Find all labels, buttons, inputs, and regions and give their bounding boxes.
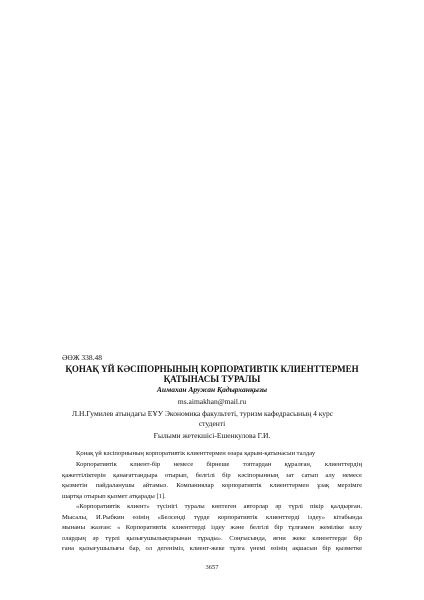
paragraph-line: ғана қызығушылығы бар, ол дегеніміз, клиент-жеке тұлға үнемі өзінің ақшасын бір қызметке [62,545,362,552]
page-number: 3657 [205,564,219,571]
paragraph-2 [62,460,362,502]
scientific-advisor: Ғылыми жетекшісі-Ешенкулова Г.И. [153,431,271,440]
paragraph-3 [62,502,362,555]
paragraph-line: мынаны жазған: « Корпоративтік клиенттерді іздеу және белгілі бір тұлғамен жеміліке келу [62,524,362,531]
affiliation-line-2: студенті [198,419,226,428]
author-email: ms.aimakhan@mail.ru [177,397,247,406]
paragraph-line: Корпоративтік клиент-бір немесе бірнеше топтардан құралған, клиенттердің [76,461,362,468]
paragraph-line: олардың әр түрлі қызығушылықтарынан тұрады». Соңғысында, яғни жеке клиенттерде бір [62,534,362,542]
paragraph-line: Қонақ үй кәсіпорнының корпоративтік клиенттермен өзара қарым-қатынасын талдау [76,450,316,457]
article-title-line-1: ҚОНАҚ ҮЙ КӘСІПОРНЫНЫҢ КОРПОРАТИВТІК КЛИЕНТТЕРМЕН [65,364,359,374]
paragraph-line: «Корпоративтік клиент» түсінігі туралы көптеген авторлар әр түрлі пікір қалдырған. [76,503,362,510]
paragraph-line: Мысалы, И.Рыбкин өзінің «Белсенді түрде корпоративтік клиенттерді іздеу» кітабында [62,513,362,521]
paragraph-line: қызметін пайдаланушы айтамыз. Компаниялар корпоративтік клиенттермен ұзақ мерзімге [62,482,362,489]
udc-code: ӘӨЖ 338.48 [62,353,103,362]
paragraph-1 [62,449,362,460]
paragraph-line: шартқа отырып қызмет атқарады [1]. [62,492,166,500]
paragraph-line: қажеттіліктерін қанағаттандыра отырып, белгілі бір кәсіпорынның зат сатып алу немесе [62,471,362,479]
affiliation-line-1: Л.Н.Гумилев атындағы ЕҰУ Экономика факультеті, туризм кафедрасының 4 курс [72,409,334,418]
author-name: Аимахан Аружан Қадырханқызы [156,385,268,394]
article-title-line-2: ҚАТЫНАСЫ ТУРАЛЫ [163,374,261,384]
